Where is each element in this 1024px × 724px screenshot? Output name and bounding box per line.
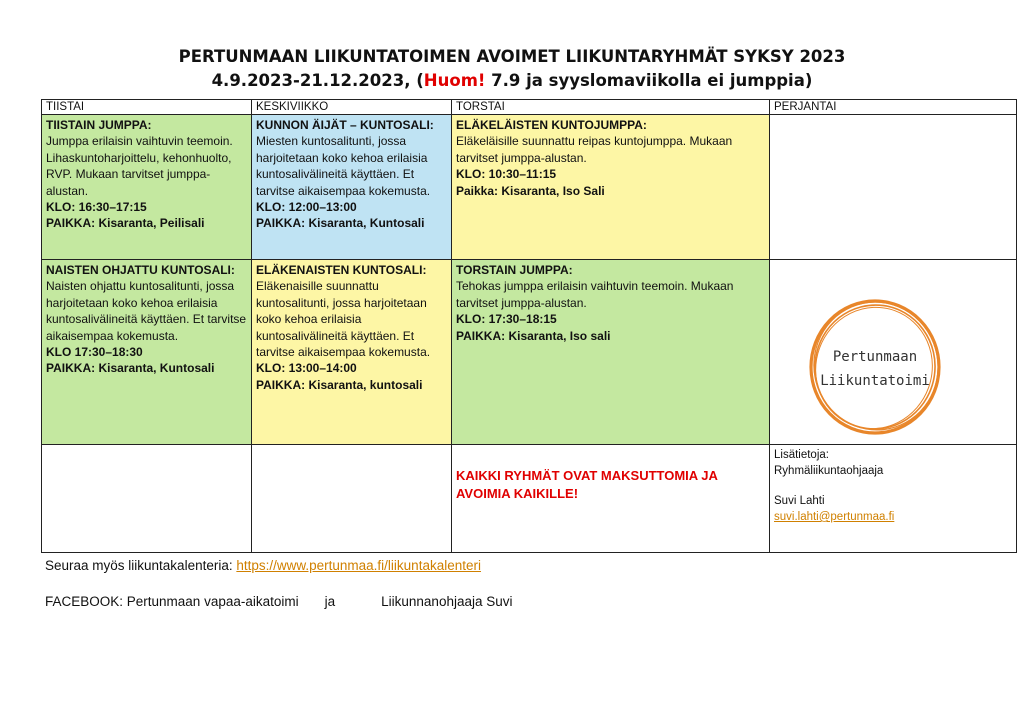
pertunmaa-logo [805, 293, 945, 443]
class-place: PAIKKA: Kisaranta, Kuntosali [46, 361, 215, 376]
class-place: PAIKKA: Kisaranta, Iso sali [456, 328, 611, 343]
class-heading: ELÄKELÄISTEN KUNTOJUMPPA: [456, 118, 647, 132]
subtitle-end: 7.9 ja syyslomaviikolla ei jumppia) [485, 71, 813, 90]
logo-text-2: Liikuntatoimi [820, 373, 930, 389]
header-wednesday: KESKIVIIKKO [252, 100, 452, 115]
class-cell-tue-2 [42, 260, 252, 445]
class-description: Jumppa erilaisin vaihtuvin teemoin. Lihaskuntoharjoittelu, kehonhuolto, RVP. Mukaan tarvitset jumppa-alustan. [46, 134, 233, 198]
footer-text: Seuraa myös liikuntakalenteria: [45, 558, 237, 573]
class-heading: ELÄKENAISTEN KUNTOSALI: [256, 263, 427, 277]
schedule-row [42, 445, 1017, 553]
class-description: Eläkenaisille suunnattu kuntosalitunti, jossa harjoitetaan koko kehoa erilaisia kuntosalivälineitä käyttäen. Et tarvitse aikaisempaa kokemusta. [256, 279, 431, 360]
class-time: KLO: 17:30–18:15 [456, 312, 557, 327]
class-time: KLO: 10:30–11:15 [456, 167, 557, 182]
spacer [774, 479, 1012, 493]
header-row [42, 100, 1017, 115]
class-heading: TORSTAIN JUMPPA: [456, 263, 573, 277]
class-time: KLO 17:30–18:30 [46, 345, 143, 360]
empty-cell-fri-1 [770, 115, 1017, 260]
date-range: 4.9.2023-21.12.2023, ( [211, 71, 424, 90]
schedule-row [42, 115, 1017, 260]
class-cell-tue-1 [42, 115, 252, 260]
contact-label: Lisätietoja: [774, 449, 829, 461]
class-time: KLO: 16:30–17:15 [46, 200, 147, 215]
class-heading: NAISTEN OHJATTU KUNTOSALI: [46, 263, 235, 277]
header-thursday: TORSTAI [452, 100, 770, 115]
class-cell-thu-1 [452, 115, 770, 260]
class-time: KLO: 12:00–13:00 [256, 200, 357, 215]
calendar-link[interactable]: https://www.pertunmaa.fi/liikuntakalenteri [236, 558, 481, 573]
class-description: Naisten ohjattu kuntosalitunti, jossa harjoitetaan koko kehoa erilaisia kuntosalivälineitä käyttäen. Et tarvitse aikaisempaa kokemusta. [46, 279, 247, 343]
class-cell-wed-2 [252, 260, 452, 445]
class-place: PAIKKA: Kisaranta, kuntosali [256, 377, 423, 392]
header-friday: PERJANTAI [770, 100, 1017, 115]
page-subtitle [0, 71, 1024, 90]
contact-name: Suvi Lahti [774, 495, 825, 507]
class-place: PAIKKA: Kisaranta, Peilisali [46, 216, 205, 231]
page-title: PERTUNMAAN LIIKUNTATOIMEN AVOIMET LIIKUNTARYHMÄT SYKSY 2023 [178, 47, 846, 66]
empty-cell-tue-3 [42, 445, 252, 553]
contact-role: Ryhmäliikuntaohjaaja [774, 465, 884, 477]
logo-text-1: Pertunmaan [832, 349, 918, 365]
class-heading: TIISTAIN JUMPPA: [46, 118, 152, 132]
notice-cell [452, 445, 770, 553]
free-notice: KAIKKI RYHMÄT OVAT MAKSUTTOMIA JA AVOIMIA KAIKILLE! [456, 468, 718, 501]
contact-cell [770, 445, 1017, 553]
footer-facebook [45, 594, 513, 609]
class-place: Paikka: Kisaranta, Iso Sali [456, 183, 605, 198]
empty-cell-wed-3 [252, 445, 452, 553]
header-tuesday: TIISTAI [42, 100, 252, 115]
facebook-label: FACEBOOK: Pertunmaan vapaa-aikatoimi [45, 594, 299, 609]
class-place: PAIKKA: Kisaranta, Kuntosali [256, 216, 425, 231]
footer-calendar [45, 558, 481, 573]
class-cell-wed-1 [252, 115, 452, 260]
class-time: KLO: 13:00–14:00 [256, 361, 357, 376]
facebook-second: Liikunnanohjaaja Suvi [381, 594, 513, 609]
class-description: Eläkeläisille suunnattu reipas kuntojumppa. Mukaan tarvitset jumppa-alustan. [456, 134, 733, 165]
class-description: Miesten kuntosalitunti, jossa harjoitetaan koko kehoa erilaisia kuntosalivälineitä käyttäen. Et tarvitse aikaisempaa kokemusta. [256, 134, 431, 198]
class-cell-thu-2 [452, 260, 770, 445]
class-description: Tehokas jumppa erilaisin vaihtuvin teemoin. Mukaan tarvitset jumppa-alustan. [456, 279, 734, 310]
contact-email-link[interactable]: suvi.lahti@pertunmaa.fi [774, 511, 895, 523]
facebook-and: ja [324, 594, 336, 609]
class-heading: KUNNON ÄIJÄT – KUNTOSALI: [256, 118, 434, 132]
huom-note: Huom! [423, 71, 486, 90]
